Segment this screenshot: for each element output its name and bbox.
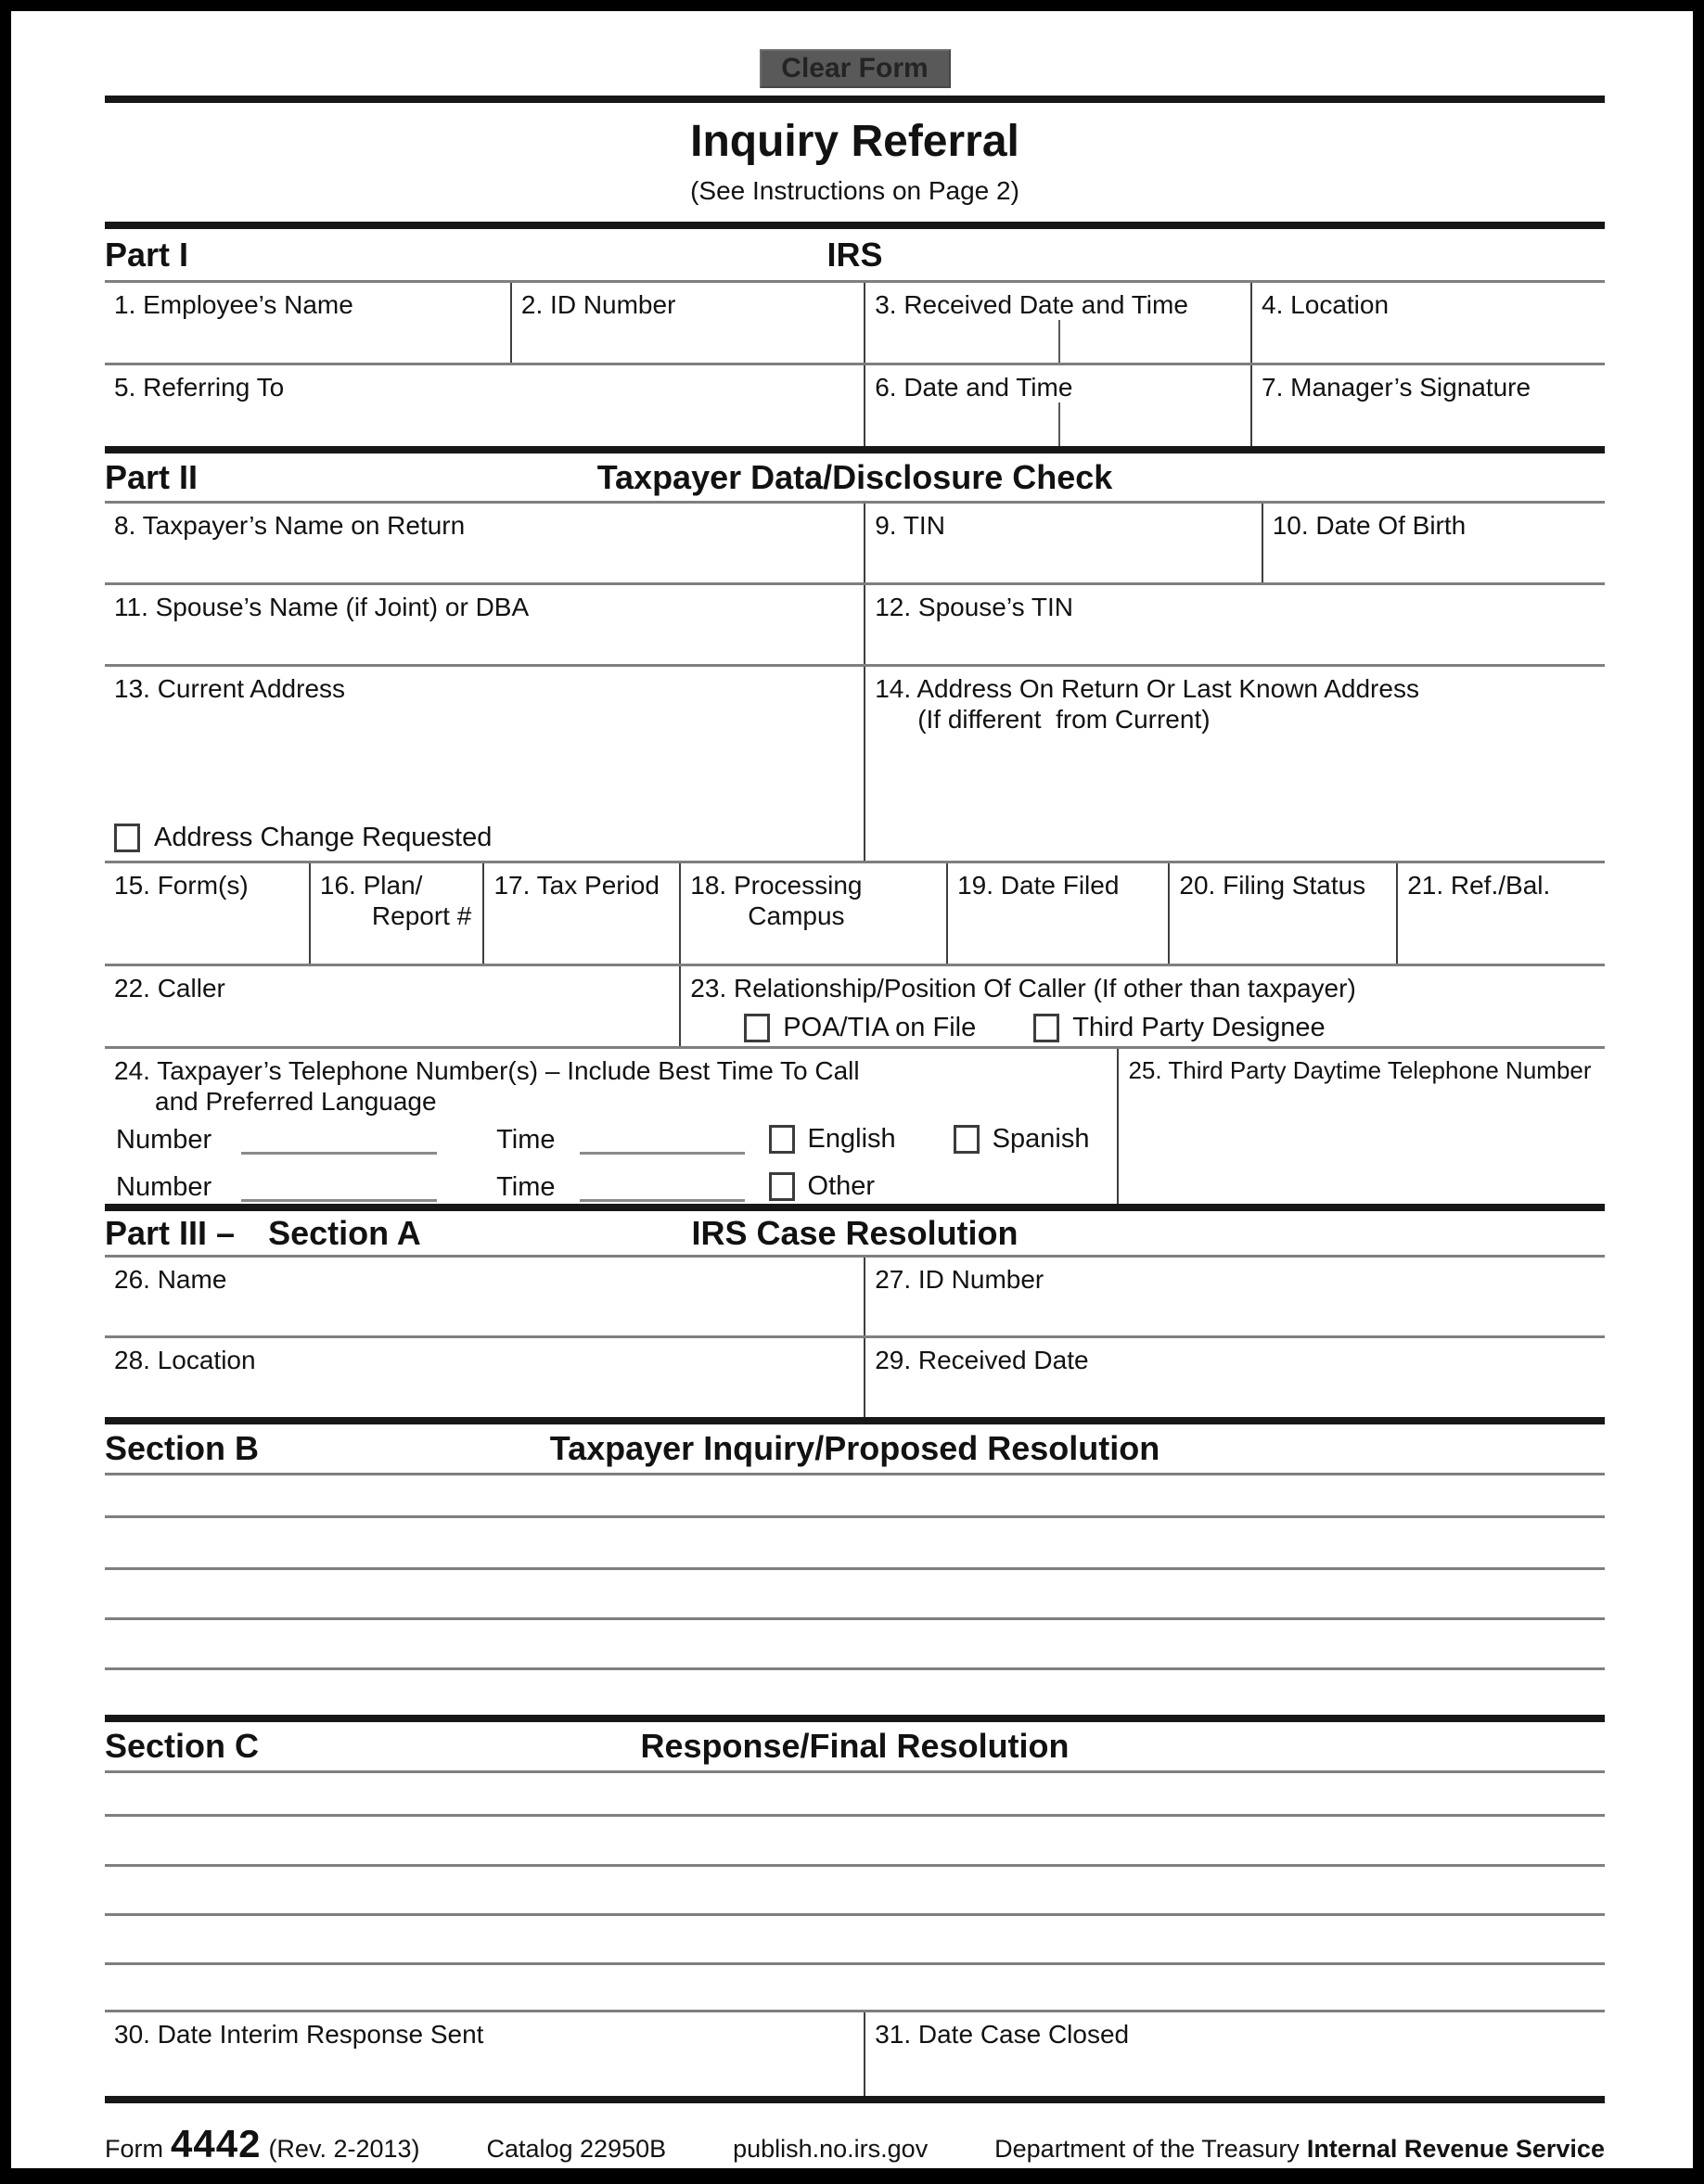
part2-table <box>105 501 1605 1204</box>
date-time-divider <box>1058 402 1060 446</box>
section-b-bottom-rule <box>105 1715 1605 1722</box>
field-21-ref-bal[interactable] <box>1396 863 1605 964</box>
table-row <box>105 1258 1605 1335</box>
section-c-heading: Response/Final Resolution <box>640 1727 1070 1765</box>
field-label: 3. Received Date and Time <box>875 290 1188 319</box>
language-checkboxes <box>769 1124 1090 1155</box>
number-input-line[interactable] <box>241 1127 437 1155</box>
catalog-number: Catalog 22950B <box>486 2135 667 2163</box>
field-25-third-party-phone[interactable] <box>1117 1049 1605 1204</box>
checkbox-label: Other <box>807 1171 876 1201</box>
table-row <box>105 1335 1605 1417</box>
form-number: 4442 <box>171 2122 262 2165</box>
other-checkbox[interactable] <box>769 1172 795 1201</box>
field-4-location[interactable] <box>1250 283 1605 363</box>
field-10-date-of-birth[interactable] <box>1262 504 1605 582</box>
table-row <box>105 1046 1605 1204</box>
form-id-group <box>105 2122 420 2166</box>
title-rule <box>105 222 1605 229</box>
field-label: 26. Name <box>114 1265 227 1294</box>
field-label: 4. Location <box>1262 290 1390 319</box>
field-22-caller[interactable] <box>105 966 679 1046</box>
table-row <box>105 582 1605 664</box>
clear-button-row <box>105 49 1605 88</box>
checkbox-label: Spanish <box>992 1124 1090 1154</box>
form-word: Form <box>105 2135 163 2163</box>
writing-line <box>105 1817 1605 1867</box>
writing-space <box>105 1670 1605 1715</box>
part2-heading: Taxpayer Data/Disclosure Check <box>596 457 1113 496</box>
section-c-header <box>105 1722 1605 1770</box>
field-11-spouses-name[interactable] <box>105 585 864 664</box>
field-label: 29. Received Date <box>875 1346 1089 1374</box>
field-19-date-filed[interactable] <box>946 863 1168 964</box>
field-17-tax-period[interactable] <box>482 863 679 964</box>
field-28-location[interactable] <box>105 1338 864 1417</box>
checkbox-label: English <box>807 1124 896 1154</box>
field-label: 5. Referring To <box>114 373 285 402</box>
form-content <box>105 11 1605 2166</box>
field-label: 31. Date Case Closed <box>875 2020 1130 2049</box>
checkbox-label: Third Party Designee <box>1072 1013 1326 1042</box>
field-label: 23. Relationship/Position Of Caller (If other than taxpayer) <box>690 974 1356 1003</box>
field-label: 16. Plan/ <box>319 871 423 900</box>
bottom-rule <box>105 2096 1605 2103</box>
table-row <box>105 283 1605 363</box>
field-31-date-case-closed[interactable] <box>864 2012 1605 2096</box>
field-29-received-date[interactable] <box>864 1338 1605 1417</box>
part2-bottom-rule <box>105 1204 1605 1211</box>
time-label: Time <box>496 1125 556 1155</box>
field-label: 8. Taxpayer’s Name on Return <box>114 511 466 540</box>
field-26-name[interactable] <box>105 1258 864 1335</box>
field-label: 14. Address On Return Or Last Known Address <box>875 674 1419 703</box>
table-row <box>105 363 1605 446</box>
table-row <box>105 861 1605 964</box>
top-rule <box>105 96 1605 103</box>
relationship-checkbox-row <box>744 1013 1595 1043</box>
section-b-header <box>105 1424 1605 1473</box>
section-b-text-area[interactable] <box>105 1475 1605 1715</box>
field-label: 15. Form(s) <box>114 871 249 900</box>
field-30-date-interim-response[interactable] <box>105 2012 864 2096</box>
table-row <box>105 504 1605 582</box>
field-9-tin[interactable] <box>864 504 1262 582</box>
checkbox-label: Address Change Requested <box>154 823 493 852</box>
field-label: 10. Date Of Birth <box>1272 511 1467 540</box>
section-c-label: Section C <box>105 1727 260 1765</box>
field-label: 18. Processing <box>690 871 863 900</box>
writing-line <box>105 1475 1605 1518</box>
field-label-line2: (If different from Current) <box>917 705 1211 734</box>
field-label: 1. Employee’s Name <box>114 290 353 319</box>
field-24-telephone-numbers[interactable] <box>105 1049 1117 1204</box>
field-7-managers-signature[interactable] <box>1250 365 1605 446</box>
agency-label: Internal Revenue Service <box>1306 2135 1605 2163</box>
third-party-designee-checkbox[interactable] <box>1033 1014 1059 1042</box>
field-label: 6. Date and Time <box>875 373 1073 402</box>
field-label: 27. ID Number <box>875 1265 1044 1294</box>
table-row <box>105 2012 1605 2096</box>
field-label: 2. ID Number <box>520 290 676 319</box>
field-label-line2: Campus <box>748 901 845 930</box>
field-label: 11. Spouse’s Name (if Joint) or DBA <box>114 593 530 621</box>
field-label: 21. Ref./Bal. <box>1407 871 1551 900</box>
writing-line <box>105 1773 1605 1817</box>
part1-header <box>105 229 1605 280</box>
section-b-heading: Taxpayer Inquiry/Proposed Resolution <box>549 1429 1160 1467</box>
part2-header <box>105 453 1605 501</box>
number-label: Number <box>116 1125 212 1155</box>
poa-tia-checkbox[interactable] <box>744 1014 770 1042</box>
field-label: 19. Date Filed <box>957 871 1120 900</box>
address-change-checkbox[interactable] <box>114 824 140 852</box>
field-8-taxpayers-name[interactable] <box>105 504 864 582</box>
field-label-line2: and Preferred Language <box>155 1087 437 1116</box>
phone-row-1 <box>116 1124 1108 1155</box>
field-12-spouses-tin[interactable] <box>864 585 1605 664</box>
publish-site: publish.no.irs.gov <box>733 2135 929 2163</box>
number-label: Number <box>116 1172 212 1202</box>
part2-label: Part II <box>105 457 199 496</box>
part1-label: Part I <box>105 235 189 274</box>
part3-label: Part III – <box>105 1213 236 1252</box>
form-title: Inquiry Referral <box>690 117 1019 166</box>
field-label: 12. Spouse’s TIN <box>875 593 1073 621</box>
field-label: 17. Tax Period <box>493 871 660 900</box>
field-18-processing-campus[interactable] <box>679 863 946 964</box>
english-checkbox[interactable] <box>769 1125 795 1154</box>
part3-heading: IRS Case Resolution <box>691 1213 1019 1252</box>
table-row <box>105 664 1605 861</box>
field-label: 22. Caller <box>114 974 225 1003</box>
field-27-id-number[interactable] <box>864 1258 1605 1335</box>
phone-row-2 <box>116 1171 1108 1202</box>
part3-bottom-rule <box>105 1417 1605 1424</box>
field-3-received-date-time[interactable] <box>864 283 1250 363</box>
field-5-referring-to[interactable] <box>105 365 864 446</box>
part3-table <box>105 1255 1605 1417</box>
field-label: 13. Current Address <box>114 674 346 703</box>
field-23-relationship[interactable] <box>679 966 1605 1046</box>
footer <box>105 2122 1605 2166</box>
field-16-plan-report[interactable] <box>309 863 483 964</box>
writing-line <box>105 1570 1605 1620</box>
checkbox-label: POA/TIA on File <box>783 1013 977 1042</box>
part1-heading: IRS <box>826 235 883 274</box>
form-revision: (Rev. 2-2013) <box>268 2135 420 2163</box>
time-label: Time <box>496 1172 556 1202</box>
language-checkboxes <box>769 1171 876 1202</box>
department-label: Department of the Treasury <box>994 2135 1300 2163</box>
field-label: 24. Taxpayer’s Telephone Number(s) – Include Best Time To Call <box>114 1056 860 1085</box>
part3-header <box>105 1211 1605 1255</box>
field-13-current-address[interactable] <box>105 667 864 861</box>
writing-line <box>105 1867 1605 1916</box>
field-1-employees-name[interactable] <box>105 283 510 363</box>
time-input-line[interactable] <box>580 1174 745 1202</box>
section-b-label: Section B <box>105 1429 260 1467</box>
date-time-divider <box>1058 320 1060 363</box>
part1-table <box>105 280 1605 446</box>
spanish-checkbox[interactable] <box>954 1125 980 1154</box>
address-change-row <box>114 823 492 853</box>
field-2-id-number[interactable] <box>510 283 864 363</box>
field-label: 25. Third Party Daytime Telephone Number <box>1128 1056 1592 1084</box>
time-input-line[interactable] <box>580 1127 745 1155</box>
field-6-date-time[interactable] <box>864 365 1250 446</box>
field-label: 20. Filing Status <box>1179 871 1366 900</box>
writing-line <box>105 1518 1605 1570</box>
field-14-address-on-return[interactable] <box>864 667 1605 861</box>
clear-form-button[interactable]: Clear Form <box>760 49 951 88</box>
table-row <box>105 964 1605 1046</box>
form-subtitle: (See Instructions on Page 2) <box>690 176 1019 205</box>
field-label: 9. TIN <box>875 511 945 540</box>
field-15-forms[interactable] <box>105 863 309 964</box>
dates-table <box>105 2010 1605 2096</box>
number-input-line[interactable] <box>241 1174 437 1202</box>
field-label: 28. Location <box>114 1346 256 1374</box>
section-c-text-area[interactable] <box>105 1773 1605 2010</box>
field-label: 7. Manager’s Signature <box>1262 373 1531 402</box>
field-20-filing-status[interactable] <box>1168 863 1396 964</box>
field-label-line2: Report # <box>371 901 472 930</box>
part3-section-label: Section A <box>268 1213 421 1252</box>
writing-space <box>105 1965 1605 2010</box>
writing-line <box>105 1916 1605 1965</box>
part1-bottom-rule <box>105 446 1605 453</box>
field-label: 30. Date Interim Response Sent <box>114 2020 484 2049</box>
agency-group <box>994 2135 1605 2164</box>
writing-line <box>105 1620 1605 1670</box>
